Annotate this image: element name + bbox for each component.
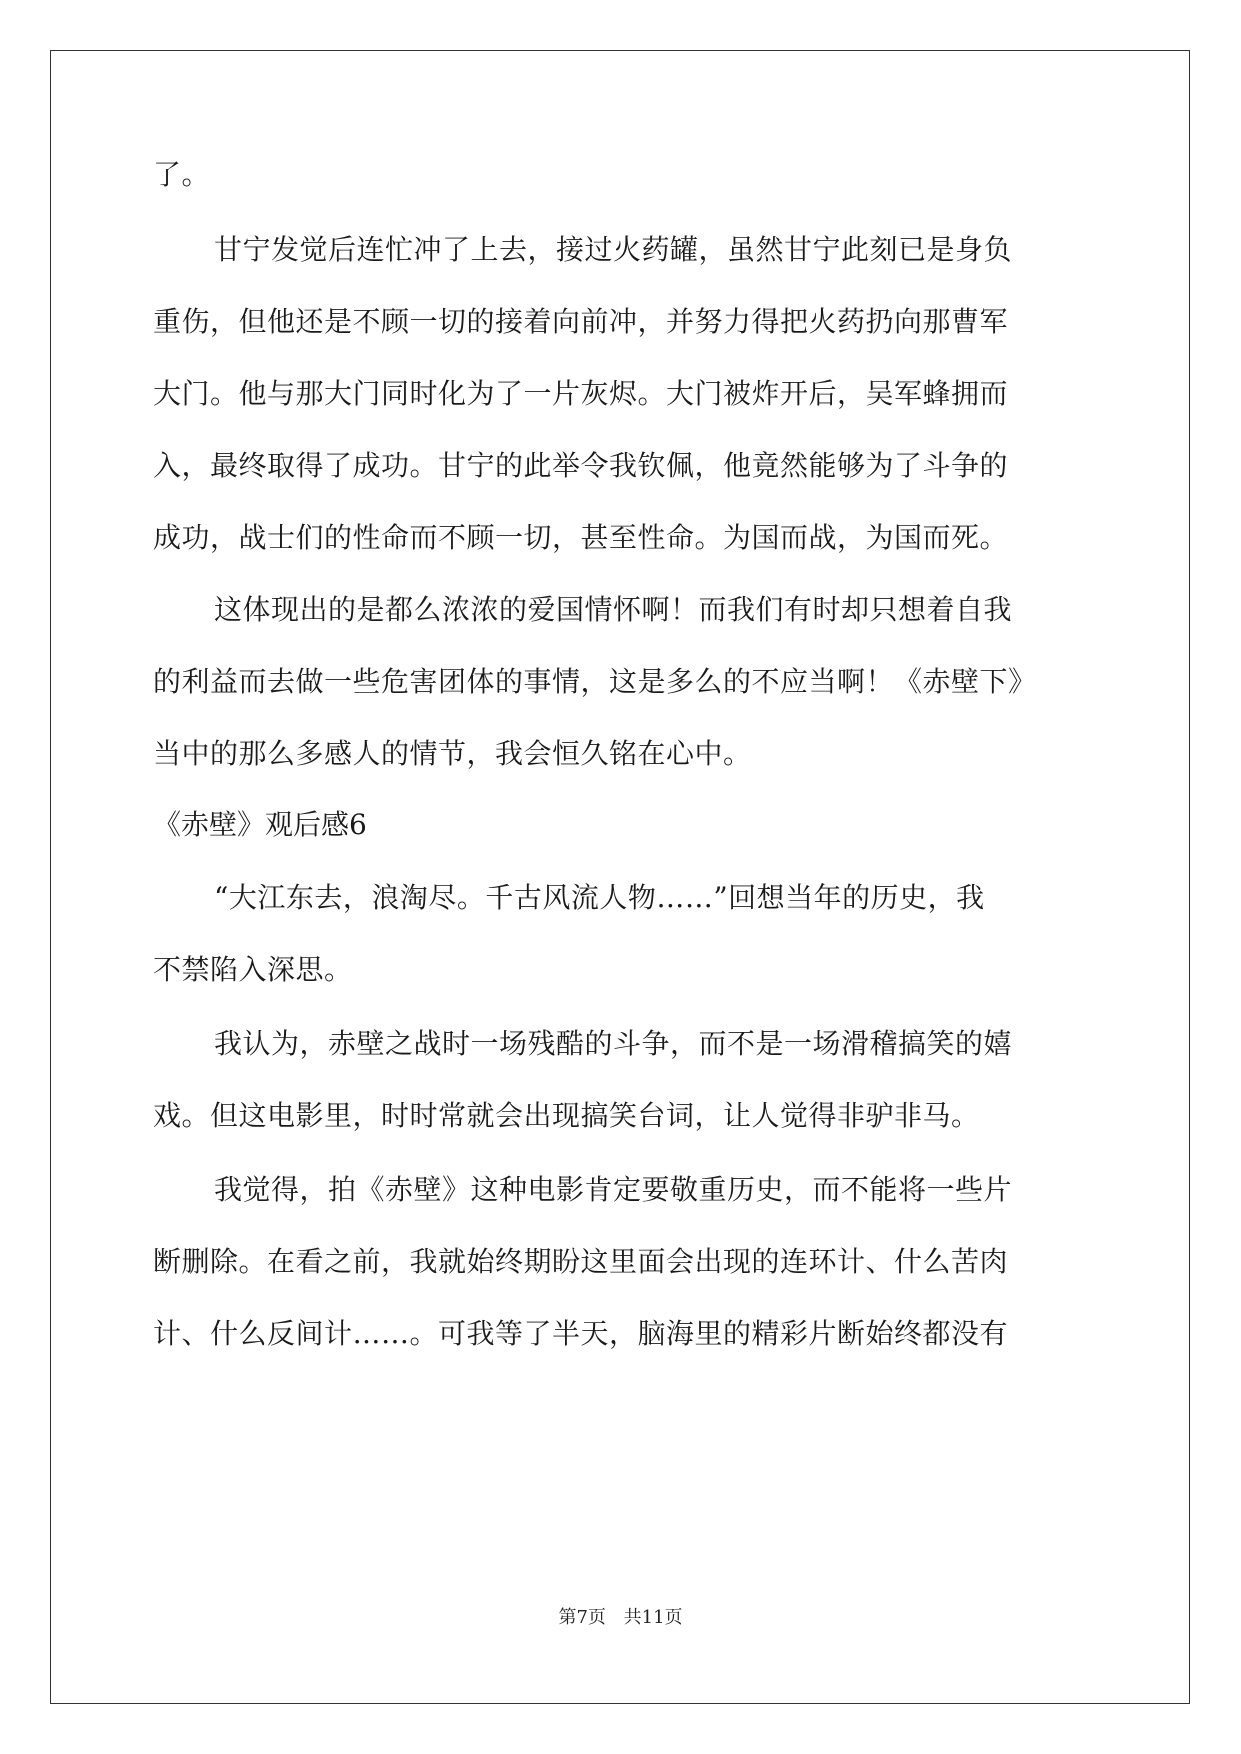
page-number-total: 共11页	[623, 1607, 683, 1628]
paragraph-1-line-1: 甘宁发觉后连忙冲了上去，接过火药罐，虽然甘宁此刻已是身负	[214, 233, 1013, 266]
paragraph-4-line-1: 我认为，赤壁之战时一场残酷的斗争，而不是一场滑稽搞笑的嬉	[214, 1027, 1013, 1060]
paragraph-5-line-3: 计、什么反间计……。可我等了半天，脑海里的精彩片断始终都没有	[153, 1317, 1009, 1350]
paragraph-1-line-2: 重伤，但他还是不顾一切的接着向前冲，并努力得把火药扔向那曹军	[153, 305, 1009, 338]
paragraph-1-line-3: 大门。他与那大门同时化为了一片灰烬。大门被炸开后，吴军蜂拥而	[153, 377, 1009, 410]
paragraph-5-line-2: 断删除。在看之前，我就始终期盼这里面会出现的连环计、什么苦肉	[153, 1245, 1009, 1278]
paragraph-2-line-2: 的利益而去做一些危害团体的事情，这是多么的不应当啊！《赤壁下》	[153, 665, 1037, 698]
paragraph-2-line-3: 当中的那么多感人的情节，我会恒久铭在心中。	[153, 737, 752, 770]
page-border	[50, 50, 1190, 1704]
text-line-1: 了。	[153, 158, 211, 191]
section-heading: 《赤壁》观后感6	[153, 808, 367, 841]
paragraph-1-line-5: 成功，战士们的性命而不顾一切，甚至性命。为国而战，为国而死。	[153, 521, 1009, 554]
paragraph-5-line-1: 我觉得，拍《赤壁》这种电影肯定要敬重历史，而不能将一些片	[214, 1173, 1013, 1206]
paragraph-3-line-2: 不禁陷入深思。	[153, 953, 353, 986]
paragraph-2-line-1: 这体现出的是都么浓浓的爱国情怀啊！而我们有时却只想着自我	[214, 593, 1013, 626]
page-footer	[0, 1606, 1241, 1630]
paragraph-1-line-4: 入，最终取得了成功。甘宁的此举令我钦佩，他竟然能够为了斗争的	[153, 449, 1009, 482]
page-number-current: 第7页	[558, 1607, 606, 1628]
paragraph-4-line-2: 戏。但这电影里，时时常就会出现搞笑台词，让人觉得非驴非马。	[153, 1099, 980, 1132]
paragraph-3-line-1: “大江东去，浪淘尽。千古风流人物……”回想当年的历史，我	[214, 881, 985, 914]
